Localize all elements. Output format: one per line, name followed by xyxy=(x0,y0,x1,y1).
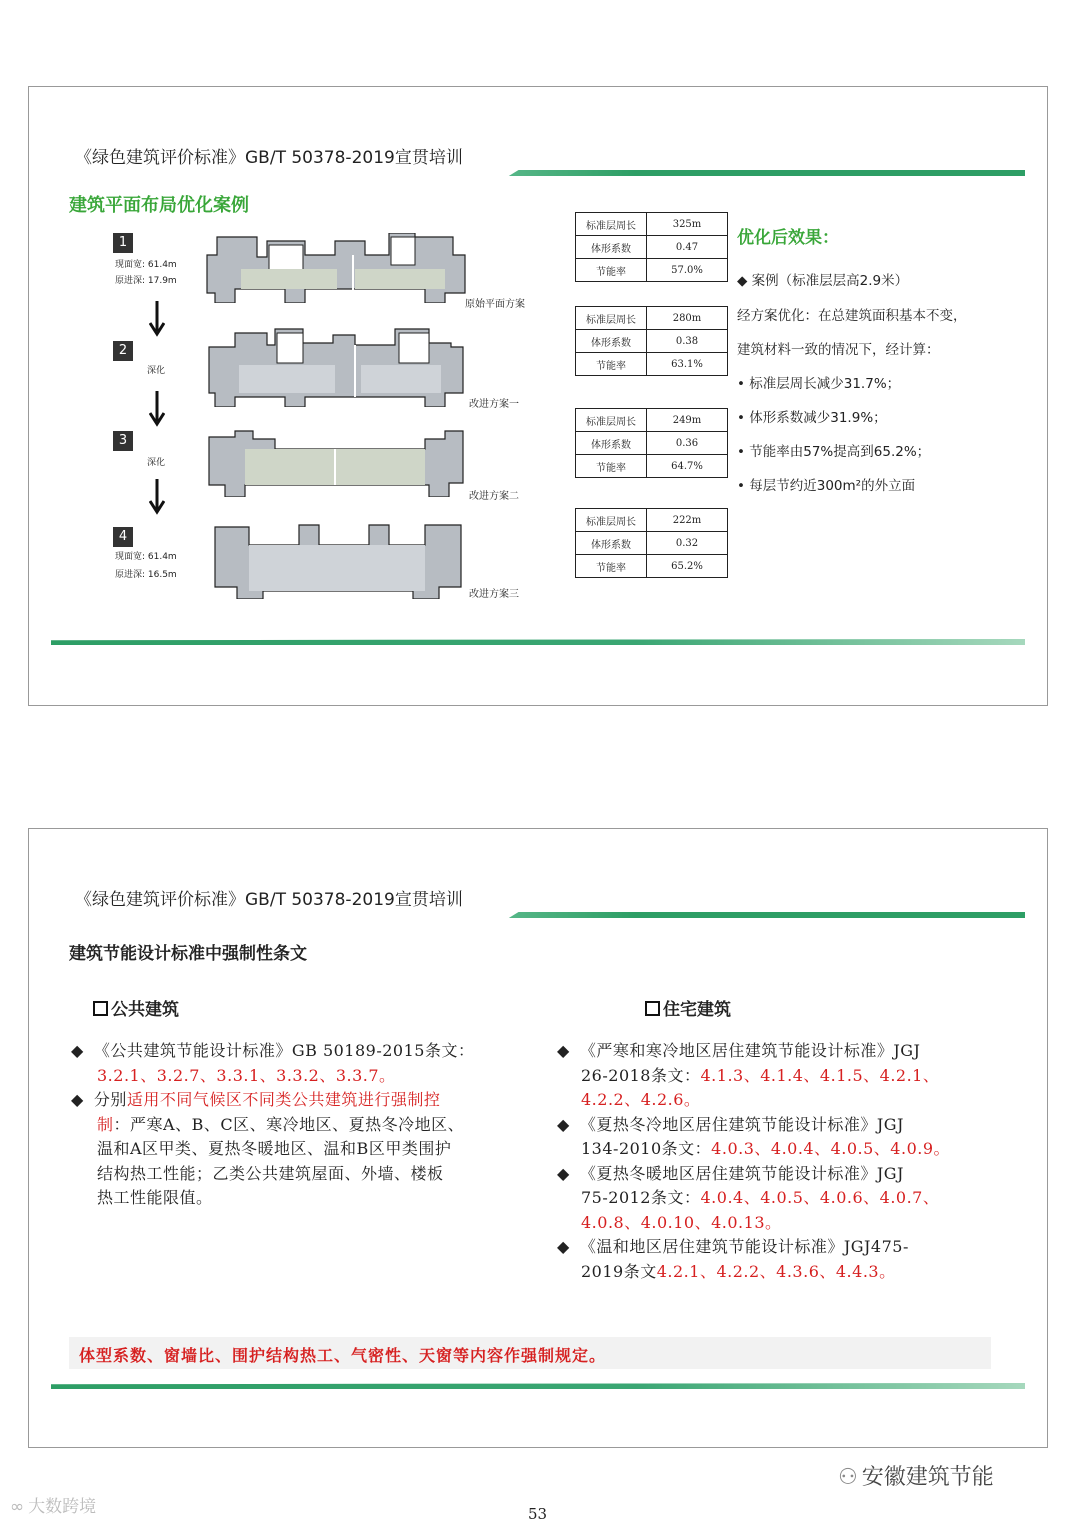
effect-title: 优化后效果： xyxy=(737,228,839,248)
floor-plan-scheme-1 xyxy=(205,325,469,407)
metric-key: 体形系数 xyxy=(576,432,647,455)
plan-label-3: 改进方案二 xyxy=(469,491,519,502)
floor-plan-scheme-3 xyxy=(213,521,463,599)
page-number: 53 xyxy=(528,1505,548,1523)
slide-building-layout xyxy=(28,86,1048,706)
effect-line: • 每层节约近300m²的外立面 xyxy=(737,478,916,494)
metric-value: 0.47 xyxy=(647,236,728,259)
step-1-note-width: 现面宽: 61.4m xyxy=(115,260,177,270)
table-row xyxy=(576,532,728,555)
metric-key: 节能率 xyxy=(576,455,647,478)
metric-key: 标准层周长 xyxy=(576,213,647,236)
metric-value: 64.7% xyxy=(647,455,728,478)
metric-key: 节能率 xyxy=(576,353,647,376)
logo-icon: ∞ xyxy=(10,1497,25,1517)
metric-value: 222m xyxy=(647,509,728,532)
metric-key: 节能率 xyxy=(576,555,647,578)
step-4-note-width: 现面宽: 61.4m xyxy=(115,552,177,562)
step-marker-2: 2 xyxy=(113,341,133,361)
plan-label-1: 原始平面方案 xyxy=(465,299,525,310)
diamond-bullet-icon: ◆ xyxy=(71,1090,84,1109)
diamond-bullet-icon: ◆ xyxy=(557,1114,570,1134)
table-row xyxy=(576,455,728,478)
table-row xyxy=(576,236,728,259)
residential-building-heading: 住宅建筑 xyxy=(645,995,731,1020)
public-building-heading: 公共建筑 xyxy=(93,995,179,1020)
effect-line: 经方案优化：在总建筑面积基本不变， xyxy=(737,308,967,324)
metric-value: 63.1% xyxy=(647,353,728,376)
table-row xyxy=(576,555,728,578)
metric-value: 280m xyxy=(647,307,728,330)
table-row xyxy=(576,509,728,532)
section-title: 建筑节能设计标准中强制性条文 xyxy=(69,944,307,964)
wechat-watermark: ⚇ 安徽建筑节能 xyxy=(838,1465,994,1490)
residential-building-clauses: ◆ 《严寒和寒冷地区居住建筑节能设计标准》JGJ 26-2018条文：4.1.3、4.1.4、4.1.5、4.2.1、 4.2.2、4.2.6。 ◆ 《夏热冬冷地区居住建筑节能设计标准》JGJ 134-2010条文：4.0.3、4.0.4、4.0.5、4.0.9。 ◆ 《夏热冬暖地区居住建筑节能设计标准》JGJ 75-2012条文：4.0.4、4.0.5、4.0.6、4.0.7、 4.0.8、4.0.10、4.0.13。 ◆ 《温和地区居住建筑节能设计标准》JGJ475- 2019条文4.2.1、4.2.2、4.3.6、4.4.3。 xyxy=(557,1041,951,1281)
floor-plan-scheme-2 xyxy=(205,427,469,497)
metric-key: 标准层周长 xyxy=(576,509,647,532)
slide-header: 《绿色建筑评价标准》GB/T 50378-2019宣贯培训 xyxy=(75,148,463,168)
metrics-table-scheme-3 xyxy=(575,508,728,578)
wechat-icon: ⚇ xyxy=(838,1465,858,1490)
metric-value: 57.0% xyxy=(647,259,728,282)
metric-value: 65.2% xyxy=(647,555,728,578)
table-row xyxy=(576,259,728,282)
metric-key: 体形系数 xyxy=(576,532,647,555)
metric-value: 0.32 xyxy=(647,532,728,555)
public-building-clauses: ◆ 《公共建筑节能设计标准》GB 50189-2015条文： 3.2.1、3.2.7、3.3.1、3.3.2、3.3.7。 ◆ 分别适用不同气候区不同类公共建筑进行强制控 制：严寒A、B、C区、寒冷地区、夏热冬冷地区、 温和A区甲类、夏热冬暖地区、温和B区甲类围护 结构热工性能；乙类公共建筑屋面、外墙、楼板 热工性能限值。 xyxy=(71,1039,541,1211)
metric-key: 节能率 xyxy=(576,259,647,282)
metrics-table-original xyxy=(575,212,728,282)
table-row xyxy=(576,409,728,432)
header-divider xyxy=(51,170,1025,176)
metric-value: 0.36 xyxy=(647,432,728,455)
effect-line: ◆ 案例（标准层层高2.9米） xyxy=(737,273,909,289)
slide-mandatory-clauses xyxy=(28,828,1048,1448)
down-arrow-icon xyxy=(149,391,165,427)
plan-label-2: 改进方案一 xyxy=(469,399,519,410)
table-row xyxy=(576,330,728,353)
step-marker-1: 1 xyxy=(113,233,133,253)
clause-numbers: 3.2.1、3.2.7、3.3.1、3.3.2、3.3.7。 xyxy=(97,1065,396,1085)
step-1-note-depth: 原进深: 17.9m xyxy=(115,276,177,286)
metric-key: 标准层周长 xyxy=(576,307,647,330)
header-divider xyxy=(51,912,1025,918)
table-row xyxy=(576,307,728,330)
checkbox-square-icon xyxy=(93,1001,108,1016)
source-watermark: ∞ 大数跨境 xyxy=(10,1497,97,1517)
metric-value: 249m xyxy=(647,409,728,432)
diamond-bullet-icon: ◆ xyxy=(557,1163,570,1183)
effect-line: • 体形系数减少31.9%； xyxy=(737,410,887,426)
floor-plan-original xyxy=(205,233,469,303)
metric-key: 标准层周长 xyxy=(576,409,647,432)
metric-value: 0.38 xyxy=(647,330,728,353)
step-marker-3: 3 xyxy=(113,431,133,451)
table-row xyxy=(576,353,728,376)
plan-label-4: 改进方案三 xyxy=(469,589,519,600)
metrics-table-scheme-1 xyxy=(575,306,728,376)
step-4-note-depth: 原进深: 16.5m xyxy=(115,570,177,580)
section-title: 建筑平面布局优化案例 xyxy=(69,195,249,216)
diamond-bullet-icon: ◆ xyxy=(71,1041,84,1060)
step-2-stage: 深化 xyxy=(147,366,166,376)
mandatory-banner: 体型系数、窗墙比、围护结构热工、气密性、天窗等内容作强制规定。 xyxy=(69,1337,991,1369)
down-arrow-icon xyxy=(149,479,165,515)
metrics-table-scheme-2 xyxy=(575,408,728,478)
effect-line: 建筑材料一致的情况下，经计算： xyxy=(737,342,940,358)
effect-line: • 标准层周长减少31.7%； xyxy=(737,376,901,392)
footer-divider xyxy=(51,1383,1025,1389)
table-row xyxy=(576,213,728,236)
step-3-stage: 深化 xyxy=(147,458,166,468)
slide-header: 《绿色建筑评价标准》GB/T 50378-2019宣贯培训 xyxy=(75,890,463,910)
table-row xyxy=(576,432,728,455)
checkbox-square-icon xyxy=(645,1001,660,1016)
down-arrow-icon xyxy=(149,301,165,337)
footer-divider xyxy=(51,639,1025,645)
metric-key: 体形系数 xyxy=(576,330,647,353)
diamond-bullet-icon: ◆ xyxy=(557,1041,570,1060)
metric-key: 体形系数 xyxy=(576,236,647,259)
step-marker-4: 4 xyxy=(113,527,133,547)
effect-line: • 节能率由57%提高到65.2%； xyxy=(737,444,931,460)
metric-value: 325m xyxy=(647,213,728,236)
diamond-bullet-icon: ◆ xyxy=(557,1237,570,1256)
